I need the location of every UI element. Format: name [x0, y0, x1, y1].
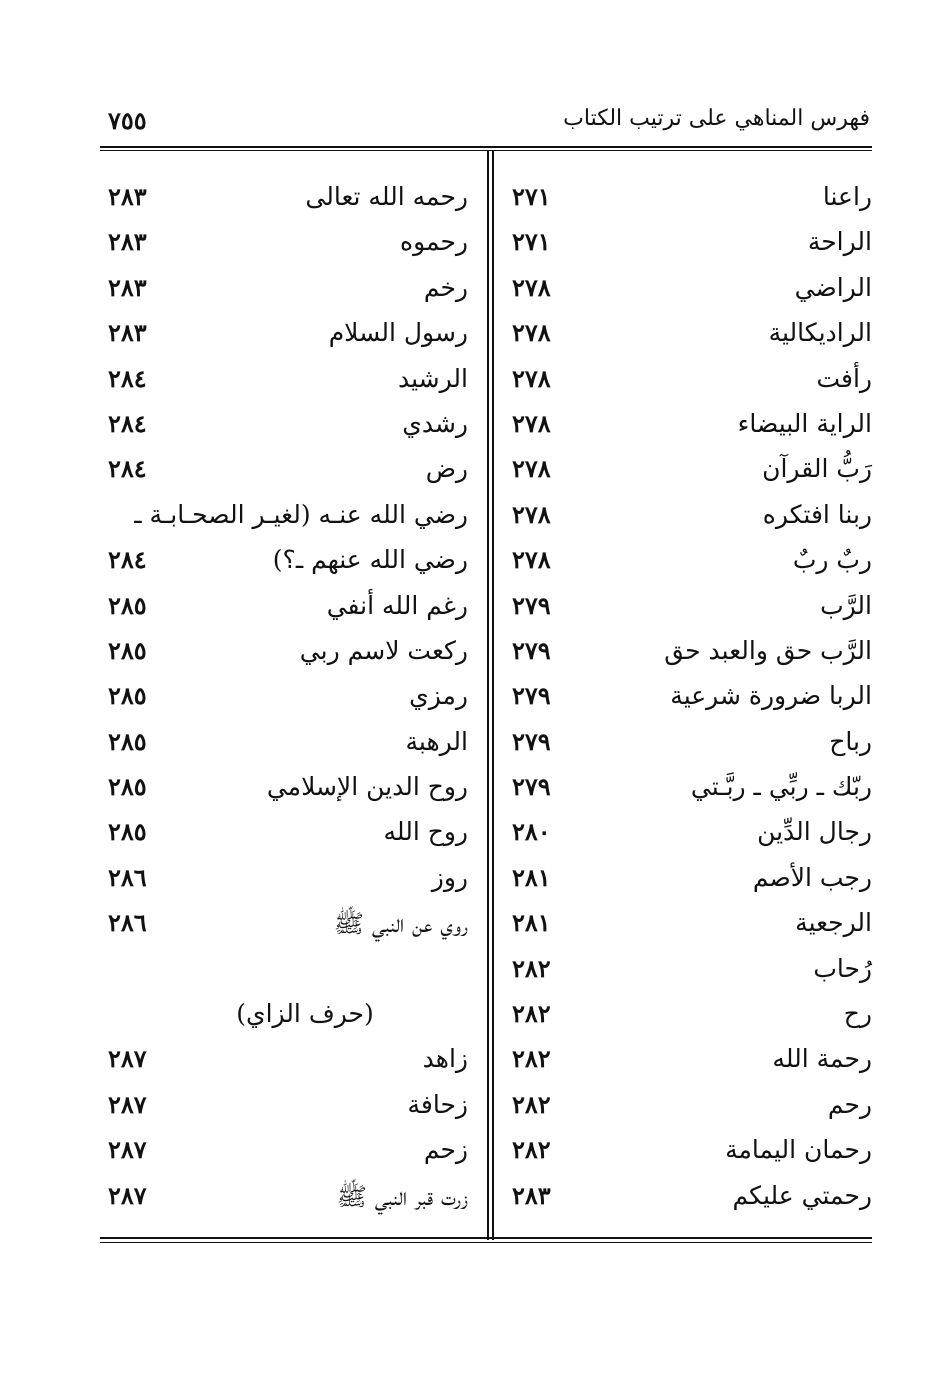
entry-term: روي عن النبي ﷺ — [333, 909, 468, 939]
index-column-left — [100, 174, 470, 1218]
entry-page: ٢٨١ — [512, 862, 551, 892]
entry-page: ٢٧٩ — [512, 726, 551, 756]
index-entry — [490, 900, 872, 945]
entry-term: رحموه — [400, 227, 468, 257]
index-entry — [100, 946, 470, 991]
entry-term: رحمان اليمامة — [725, 1135, 872, 1165]
index-entry — [490, 855, 872, 900]
entry-term: الراية البيضاء — [737, 408, 872, 438]
index-entry — [490, 1173, 872, 1218]
entry-term: رحم — [827, 1089, 872, 1119]
footer-rule-thin — [100, 1242, 872, 1243]
index-entry — [490, 401, 872, 446]
entry-term: رض — [425, 454, 468, 484]
entry-page: ٢٨٢ — [512, 999, 551, 1029]
entry-term: رضي الله عنـه (لغيـر الصحـابـة ـ — [134, 499, 468, 529]
entry-page: ٢٨٤ — [108, 408, 147, 438]
entry-term: ربّك ـ ربِّي ـ ربَّـتي — [690, 772, 872, 802]
entry-page: ٢٨٣ — [108, 227, 147, 257]
index-entry — [490, 446, 872, 491]
entry-page: ٢٧٨ — [512, 545, 551, 575]
entry-term: رغم الله أنفي — [326, 590, 468, 620]
index-entry — [100, 537, 470, 582]
entry-page: ٢٧٨ — [512, 363, 551, 393]
entry-page: ٢٨٧ — [108, 1089, 147, 1119]
index-entry — [490, 946, 872, 991]
entry-term: رَبُّ القرآن — [762, 454, 872, 484]
header-rule-thin — [100, 150, 872, 151]
entry-page: ٢٨٢ — [512, 1044, 551, 1074]
entry-term: ربٌ ربٌ — [792, 545, 872, 575]
entry-page: ٢٧٩ — [512, 681, 551, 711]
index-entry — [100, 809, 470, 854]
running-title: فهرس المناهي على ترتيب الكتاب — [563, 106, 870, 131]
entry-term: رسول السلام — [328, 318, 468, 348]
index-entry — [100, 356, 470, 401]
entry-page: ٢٧١ — [512, 182, 551, 211]
index-entry — [100, 265, 470, 310]
entry-page: ٢٧٨ — [512, 408, 551, 438]
entry-page: ٢٨٧ — [108, 1044, 147, 1074]
entry-page: ٢٨٥ — [108, 681, 147, 711]
entry-term: الرشيد — [398, 363, 468, 393]
entry-term: الراحة — [807, 227, 872, 257]
entry-term: رحمة الله — [772, 1044, 872, 1074]
entry-page: ٢٨٣ — [108, 272, 147, 302]
entry-term: ركعت لاسم ربي — [299, 635, 468, 665]
index-entry — [100, 401, 470, 446]
index-entry — [100, 855, 470, 900]
entry-term: رُحاب — [813, 953, 872, 983]
entry-page: ٢٧٩ — [512, 772, 551, 802]
entry-page: ٢٨٢ — [512, 1089, 551, 1119]
index-entry — [100, 583, 470, 628]
entry-page: ٢٧١ — [512, 227, 551, 257]
entry-page: ٢٨٥ — [108, 817, 147, 847]
entry-term: زحم — [423, 1135, 468, 1165]
entry-page: ٢٧٨ — [512, 499, 551, 529]
entry-term: زحافة — [407, 1089, 468, 1119]
entry-term: الراديكالية — [768, 318, 872, 348]
index-entry — [490, 719, 872, 764]
index-entry — [490, 673, 872, 718]
footer-rule — [100, 1237, 872, 1239]
index-entry — [490, 310, 872, 355]
entry-term: روح الله — [383, 817, 468, 847]
entry-term: الربا ضرورة شرعية — [670, 681, 872, 711]
header-rule — [100, 146, 872, 148]
entry-page: ٢٨٥ — [108, 635, 147, 665]
index-entry — [490, 492, 872, 537]
entry-term: الراضي — [794, 272, 872, 302]
entry-page: ٢٨٧ — [108, 1180, 147, 1210]
index-entry — [490, 809, 872, 854]
entry-term: رحمتي عليكم — [732, 1180, 872, 1210]
entry-term: رضي الله عنهم ـ؟) — [272, 545, 468, 575]
entry-page: ٢٨٥ — [108, 590, 147, 620]
entry-page: ٢٨٢ — [512, 953, 551, 983]
entry-term: رحمه الله تعالى — [305, 182, 468, 211]
entry-page: ٢٨٥ — [108, 772, 147, 802]
index-column-right — [490, 174, 872, 1218]
entry-page: ٢٧٩ — [512, 635, 551, 665]
entry-term: روز — [431, 862, 468, 892]
index-entry — [490, 628, 872, 673]
index-entry — [490, 265, 872, 310]
index-entry — [490, 219, 872, 264]
entry-page: ٢٧٨ — [512, 454, 551, 484]
entry-term: الرَّب حق والعبد حق — [664, 635, 872, 665]
entry-term: رباح — [829, 726, 872, 756]
entry-page: ٢٨٣ — [108, 318, 147, 348]
entry-page: ٢٧٨ — [512, 272, 551, 302]
entry-term: زاهد — [422, 1044, 468, 1074]
entry-page: ٢٧٩ — [512, 590, 551, 620]
entry-page: ٢٨١ — [512, 908, 551, 938]
entry-term: رح — [843, 999, 872, 1029]
index-entry — [490, 1127, 872, 1172]
index-entry — [100, 310, 470, 355]
entry-page: ٢٨٤ — [108, 454, 147, 484]
index-entry — [100, 446, 470, 491]
entry-page: ٢٨٦ — [108, 862, 147, 892]
index-entry — [100, 673, 470, 718]
index-entry — [100, 628, 470, 673]
index-entry — [490, 583, 872, 628]
entry-page: ٢٨٣ — [108, 182, 147, 211]
index-entry — [490, 1036, 872, 1081]
page-number: ٧٥٥ — [108, 106, 147, 135]
entry-page: ٢٨٤ — [108, 363, 147, 393]
column-divider — [487, 150, 489, 1240]
section-heading — [100, 991, 470, 1036]
index-entry — [100, 1036, 470, 1081]
entry-page: ٢٨٣ — [512, 1180, 551, 1210]
entry-term: زرت قبر النبي ﷺ — [336, 1181, 468, 1211]
entry-page: ٢٧٨ — [512, 318, 551, 348]
index-entry — [100, 492, 470, 537]
entry-term: رشدي — [402, 408, 468, 438]
entry-term: رأفت — [816, 363, 872, 393]
index-entry — [490, 1082, 872, 1127]
index-entry — [490, 537, 872, 582]
entry-page: ٢٨٧ — [108, 1135, 147, 1165]
entry-term: (حرف الزاي) — [236, 999, 374, 1029]
entry-term: رجال الدِّين — [757, 817, 872, 847]
entry-term: راعنا — [822, 182, 872, 211]
index-entry — [100, 174, 470, 219]
entry-term: رمزي — [409, 681, 468, 711]
entry-term: الرهبة — [405, 726, 468, 756]
page-header — [100, 106, 870, 146]
entry-page: ٢٨٦ — [108, 908, 147, 938]
entry-page: ٢٨٥ — [108, 726, 147, 756]
entry-term: الرجعية — [795, 908, 872, 938]
entry-term: رجب الأصم — [752, 862, 872, 892]
index-entry — [490, 356, 872, 401]
index-entry — [100, 900, 470, 945]
index-entry — [490, 764, 872, 809]
entry-term: رخم — [423, 272, 468, 302]
entry-term: روح الدين الإسلامي — [266, 772, 468, 802]
index-entry — [100, 1082, 470, 1127]
index-entry — [100, 1127, 470, 1172]
index-entry — [100, 719, 470, 764]
index-entry — [490, 991, 872, 1036]
index-entry — [100, 219, 470, 264]
entry-page: ٢٨٠ — [512, 817, 551, 847]
entry-page: ٢٨٢ — [512, 1135, 551, 1165]
entry-term: ربنا افتكره — [762, 499, 872, 529]
index-entry — [100, 764, 470, 809]
index-entry — [100, 1173, 470, 1218]
entry-term: الرَّب — [820, 590, 872, 620]
entry-page: ٢٨٤ — [108, 545, 147, 575]
index-entry — [490, 174, 872, 219]
